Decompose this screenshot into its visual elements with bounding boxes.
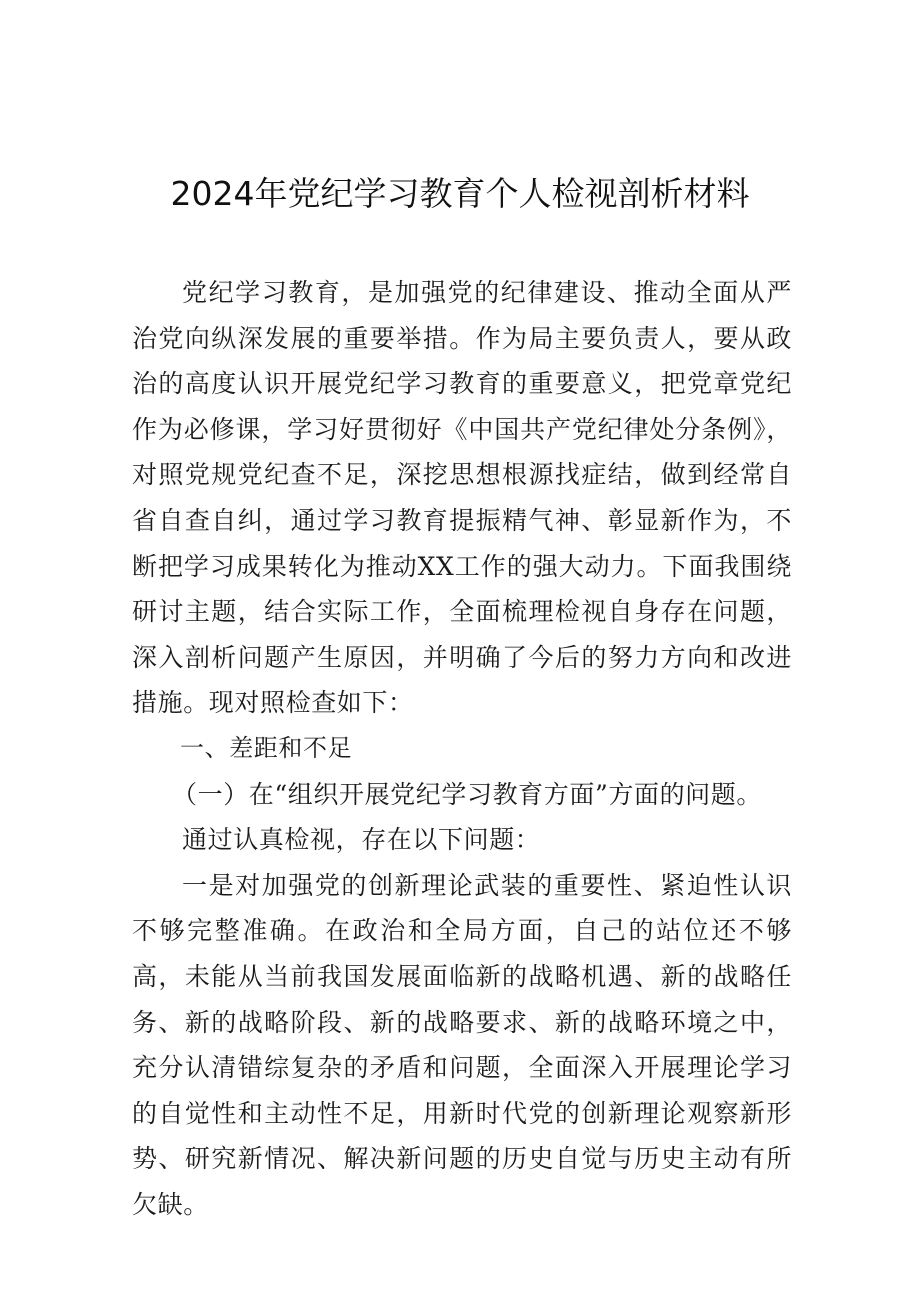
lead-sentence: 通过认真检视，存在以下问题： xyxy=(182,825,541,855)
subsection-heading: （一）在“组织开展党纪学习教育方面”方面的问题。 xyxy=(172,779,762,809)
point-one-paragraph: 一是对加强党的创新理论武装的重要性、紧迫性认识不够完整准确。在政治和全局方面，自己的站位还不够高，未能从当前我国发展面临新的战略机遇、新的战略任务、新的战略阶段、新的战略要求、新的战略环境之中，充分认清错综复杂的矛盾和问题，全面深入开展理论学习的自觉性和主动性不足，用新时代党的创新理论观察新形势、研究新情况、解决新问题的历史自觉与历史主动有所欠缺。 xyxy=(132,870,792,1219)
section-heading: 一、差距和不足 xyxy=(180,733,353,762)
document-title: 2024年党纪学习教育个人检视剖析材料 xyxy=(170,174,750,213)
intro-paragraph: 党纪学习教育，是加强党的纪律建设、推动全面从严治党向纵深发展的重要举措。作为局主要负责人，要从政治的高度认识开展党纪学习教育的重要意义，把党章党纪作为必修课，学习好贯彻好《中国共产党纪律处分条例》，对照党规党纪查不足，深挖思想根源找症结，做到经常自省自查自纠，通过学习教育提振精气神、彰显新作为，不断把学习成果转化为推动XX工作的强大动力。下面我围绕研讨主题，结合实际工作，全面梳理检视自身存在问题，深入剖析问题产生原因，并明确了今后的努力方向和改进措施。现对照检查如下： xyxy=(132,278,792,718)
document-body xyxy=(132,270,792,1227)
